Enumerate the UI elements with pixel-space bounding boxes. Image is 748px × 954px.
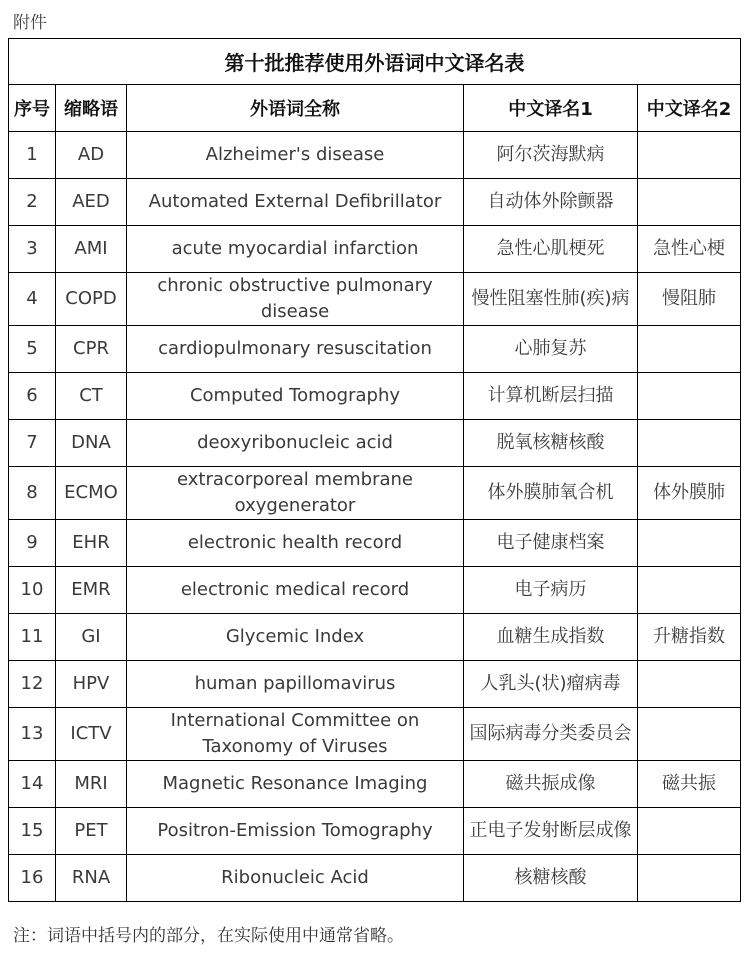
cell-abbr: CT xyxy=(56,373,127,420)
cell-chinese-name-1: 体外膜肺氧合机 xyxy=(464,467,638,520)
cell-chinese-name-2 xyxy=(638,708,741,761)
cell-chinese-name-1: 计算机断层扫描 xyxy=(464,373,638,420)
table-row xyxy=(9,467,741,520)
cell-num: 1 xyxy=(9,132,56,179)
cell-chinese-name-1: 核糖核酸 xyxy=(464,855,638,902)
cell-chinese-name-2 xyxy=(638,132,741,179)
cell-abbr: COPD xyxy=(56,273,127,326)
cell-full-name: Computed Tomography xyxy=(127,373,464,420)
cell-num: 4 xyxy=(9,273,56,326)
table-row xyxy=(9,179,741,226)
cell-chinese-name-1: 电子健康档案 xyxy=(464,520,638,567)
table-row xyxy=(9,614,741,661)
cell-full-name: deoxyribonucleic acid xyxy=(127,420,464,467)
table-row xyxy=(9,132,741,179)
header-chinese-name-1: 中文译名1 xyxy=(464,85,638,132)
cell-full-name: International Committee on Taxonomy of Viruses xyxy=(127,708,464,761)
cell-full-name: Magnetic Resonance Imaging xyxy=(127,761,464,808)
cell-chinese-name-2 xyxy=(638,808,741,855)
cell-num: 15 xyxy=(9,808,56,855)
cell-chinese-name-1: 阿尔茨海默病 xyxy=(464,132,638,179)
table-row xyxy=(9,761,741,808)
cell-num: 12 xyxy=(9,661,56,708)
cell-chinese-name-2 xyxy=(638,855,741,902)
cell-chinese-name-1: 磁共振成像 xyxy=(464,761,638,808)
cell-abbr: EHR xyxy=(56,520,127,567)
table-row xyxy=(9,273,741,326)
cell-full-name: Automated External Defibrillator xyxy=(127,179,464,226)
table-row xyxy=(9,326,741,373)
header-chinese-name-2: 中文译名2 xyxy=(638,85,741,132)
cell-num: 9 xyxy=(9,520,56,567)
cell-num: 5 xyxy=(9,326,56,373)
cell-abbr: PET xyxy=(56,808,127,855)
cell-chinese-name-2 xyxy=(638,661,741,708)
terms-table xyxy=(8,38,741,902)
cell-abbr: GI xyxy=(56,614,127,661)
cell-chinese-name-2: 升糖指数 xyxy=(638,614,741,661)
cell-abbr: DNA xyxy=(56,420,127,467)
header-full-name: 外语词全称 xyxy=(127,85,464,132)
cell-chinese-name-2: 体外膜肺 xyxy=(638,467,741,520)
table-row xyxy=(9,226,741,273)
cell-abbr: AD xyxy=(56,132,127,179)
cell-chinese-name-2 xyxy=(638,420,741,467)
cell-num: 11 xyxy=(9,614,56,661)
cell-abbr: CPR xyxy=(56,326,127,373)
cell-abbr: EMR xyxy=(56,567,127,614)
cell-abbr: MRI xyxy=(56,761,127,808)
cell-chinese-name-2 xyxy=(638,520,741,567)
cell-num: 8 xyxy=(9,467,56,520)
cell-chinese-name-2 xyxy=(638,567,741,614)
header-num: 序号 xyxy=(9,85,56,132)
cell-full-name: chronic obstructive pulmonary disease xyxy=(127,273,464,326)
cell-abbr: AED xyxy=(56,179,127,226)
cell-full-name: Positron-Emission Tomography xyxy=(127,808,464,855)
cell-abbr: ECMO xyxy=(56,467,127,520)
cell-chinese-name-1: 国际病毒分类委员会 xyxy=(464,708,638,761)
table-title: 第十批推荐使用外语词中文译名表 xyxy=(9,39,741,85)
table-row xyxy=(9,808,741,855)
cell-chinese-name-2 xyxy=(638,179,741,226)
cell-num: 6 xyxy=(9,373,56,420)
cell-chinese-name-1: 脱氧核糖核酸 xyxy=(464,420,638,467)
cell-num: 10 xyxy=(9,567,56,614)
cell-abbr: AMI xyxy=(56,226,127,273)
table-row xyxy=(9,567,741,614)
table-row xyxy=(9,661,741,708)
cell-chinese-name-2: 磁共振 xyxy=(638,761,741,808)
cell-full-name: electronic health record xyxy=(127,520,464,567)
cell-full-name: Ribonucleic Acid xyxy=(127,855,464,902)
cell-num: 2 xyxy=(9,179,56,226)
cell-chinese-name-1: 慢性阻塞性肺(疾)病 xyxy=(464,273,638,326)
cell-abbr: ICTV xyxy=(56,708,127,761)
cell-full-name: electronic medical record xyxy=(127,567,464,614)
cell-chinese-name-1: 自动体外除颤器 xyxy=(464,179,638,226)
cell-chinese-name-1: 人乳头(状)瘤病毒 xyxy=(464,661,638,708)
table-header-row xyxy=(9,85,741,132)
cell-abbr: HPV xyxy=(56,661,127,708)
cell-chinese-name-1: 心肺复苏 xyxy=(464,326,638,373)
cell-chinese-name-2: 急性心梗 xyxy=(638,226,741,273)
cell-full-name: Alzheimer's disease xyxy=(127,132,464,179)
cell-num: 3 xyxy=(9,226,56,273)
cell-num: 14 xyxy=(9,761,56,808)
cell-chinese-name-1: 正电子发射断层成像 xyxy=(464,808,638,855)
cell-chinese-name-2 xyxy=(638,373,741,420)
table-row xyxy=(9,520,741,567)
cell-chinese-name-1: 血糖生成指数 xyxy=(464,614,638,661)
cell-num: 16 xyxy=(9,855,56,902)
header-abbr: 缩略语 xyxy=(56,85,127,132)
table-row xyxy=(9,373,741,420)
cell-abbr: RNA xyxy=(56,855,127,902)
cell-chinese-name-2 xyxy=(638,326,741,373)
table-row xyxy=(9,420,741,467)
cell-chinese-name-2: 慢阻肺 xyxy=(638,273,741,326)
cell-full-name: human papillomavirus xyxy=(127,661,464,708)
cell-full-name: acute myocardial infarction xyxy=(127,226,464,273)
cell-full-name: Glycemic Index xyxy=(127,614,464,661)
table-row xyxy=(9,855,741,902)
cell-chinese-name-1: 电子病历 xyxy=(464,567,638,614)
cell-num: 7 xyxy=(9,420,56,467)
cell-full-name: extracorporeal membrane oxygenerator xyxy=(127,467,464,520)
cell-num: 13 xyxy=(9,708,56,761)
attachment-label: 附件 xyxy=(13,13,47,33)
table-row xyxy=(9,708,741,761)
footnote: 注：词语中括号内的部分，在实际使用中通常省略。 xyxy=(13,926,404,946)
cell-full-name: cardiopulmonary resuscitation xyxy=(127,326,464,373)
cell-chinese-name-1: 急性心肌梗死 xyxy=(464,226,638,273)
